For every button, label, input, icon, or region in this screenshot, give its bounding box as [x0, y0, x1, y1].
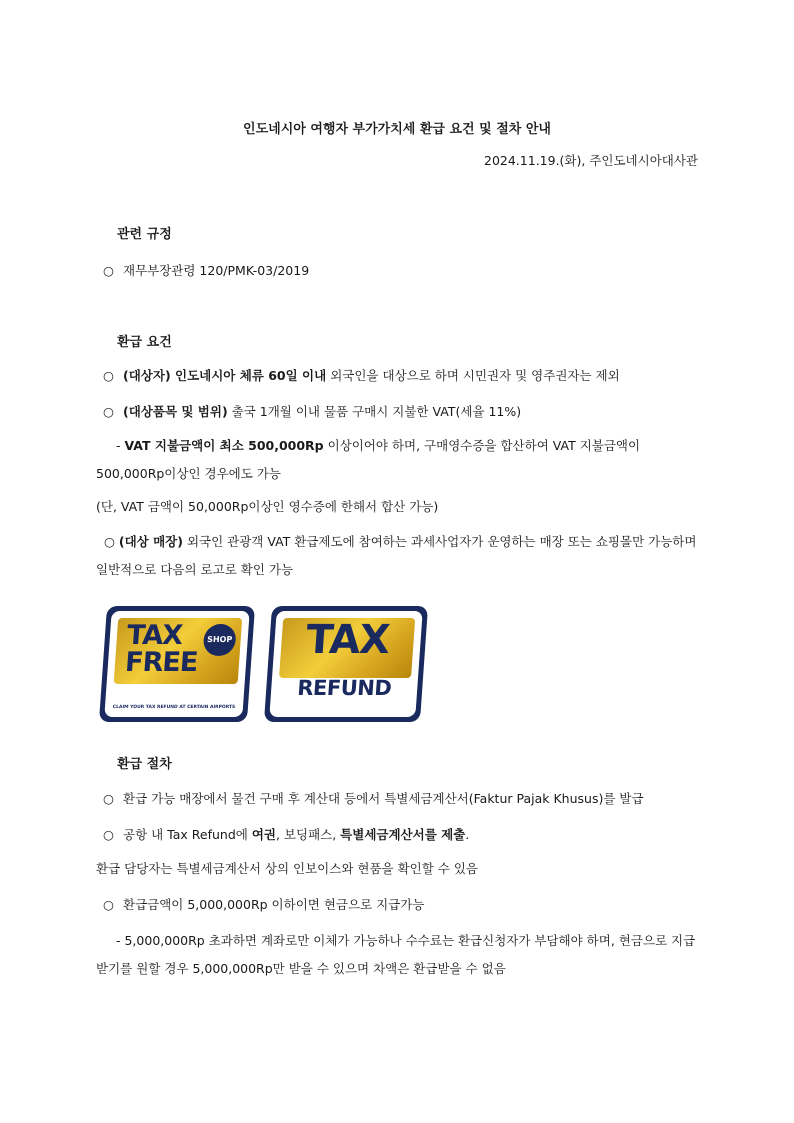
step-2-end: .: [465, 827, 470, 842]
document-title: 인도네시아 여행자 부가가치세 환급 요건 및 절차 안내: [243, 122, 551, 137]
requirement-store: [96, 528, 700, 584]
step-2-sep: , 보딩패스,: [275, 827, 341, 842]
bullet-mark: ○: [103, 827, 114, 842]
date-line: 2024.11.19.(화), 주인도네시아대사관: [484, 153, 698, 168]
bullet-mark: ○: [103, 897, 114, 912]
minimum-text: 이상이어야 하며, 구매영수증을 합산하여 VAT 지불금액이 500,000Rp이상인 경우에도 가능: [96, 438, 641, 481]
step-3-text: 환급금액이 5,000,000Rp 이하이면 현금으로 지급가능: [123, 897, 425, 912]
tax-refund-logo: [264, 606, 428, 722]
bullet-mark: ○: [103, 404, 114, 419]
requirement-target: [103, 366, 620, 384]
requirements-heading: 환급 요건: [117, 335, 172, 350]
step-2-passport: 여권: [251, 827, 276, 842]
procedure-step-2: [103, 825, 469, 843]
step-1-text: 환급 가능 매장에서 물건 구매 후 계산대 등에서 특별세금계산서(Faktur Pajak Khusus)를 발급: [123, 791, 644, 806]
scope-text: 출국 1개월 이내 물품 구매시 지불한 VAT(세율 11%): [227, 404, 522, 419]
tax-free-line1: TAX: [125, 620, 184, 651]
bullet-mark: ○: [103, 368, 114, 383]
tax-free-logo: [99, 606, 255, 722]
minimum-label: VAT 지불금액이 최소 500,000Rp: [124, 438, 324, 453]
procedure-step-3: [103, 895, 424, 913]
procedure-step-1: [103, 789, 644, 807]
bullet-mark: ○: [103, 263, 114, 278]
tax-free-banner: ALL TOURISTS WELCOME: [118, 688, 232, 697]
step-2-invoice: 특별세금계산서를 제출: [340, 827, 466, 842]
scope-label: (대상품목 및 범위): [123, 404, 228, 419]
regulation-text: 재무부장관령 120/PMK-03/2019: [123, 263, 310, 278]
regulation-item: [103, 261, 309, 279]
minimum-prefix: -: [116, 438, 125, 453]
tax-free-line2: FREE: [124, 647, 199, 678]
requirement-scope: [103, 402, 521, 420]
procedure-step-2-note: 환급 담당자는 특별세금계산서 상의 인보이스와 현품을 확인할 수 있음: [96, 861, 478, 876]
requirement-minimum: [96, 432, 700, 488]
target-text: 외국인을 대상으로 하며 시민권자 및 영주권자는 제외: [326, 368, 620, 383]
shop-badge-label: SHOP: [206, 635, 233, 644]
bullet-mark: ○: [104, 534, 119, 549]
procedure-heading: 환급 절차: [117, 757, 172, 772]
bullet-mark: ○: [103, 791, 114, 806]
regulation-heading: 관련 규정: [117, 227, 172, 242]
store-label: (대상 매장): [118, 534, 183, 549]
target-label: (대상자) 인도네시아 체류 60일 이내: [123, 368, 327, 383]
tax-refund-footer: FOR TOURISTS: [307, 703, 379, 713]
tax-refund-line1: TAX: [304, 617, 391, 663]
tax-refund-line2: REFUND: [296, 676, 393, 700]
step-2-pre: 공항 내 Tax Refund에: [123, 827, 252, 842]
procedure-step-3-detail: - 5,000,000Rp 초과하면 계좌로만 이체가 가능하나 수수료는 환급신청자가 부담해야 하며, 현금으로 지급받기를 원할 경우 5,000,000Rp만 받을 수 있으며 차액은 환급받을 수 없음: [96, 933, 696, 976]
tax-free-footer: CLAIM YOUR TAX REFUND AT CERTAIN AIRPORTS: [112, 705, 236, 710]
store-text: 외국인 관광객 VAT 환급제도에 참여하는 과세사업자가 운영하는 매장 또는 쇼핑몰만 가능하며 일반적으로 다음의 로고로 확인 가능: [96, 534, 697, 577]
requirement-note: (단, VAT 금액이 50,000Rp이상인 영수증에 한해서 합산 가능): [96, 499, 439, 514]
